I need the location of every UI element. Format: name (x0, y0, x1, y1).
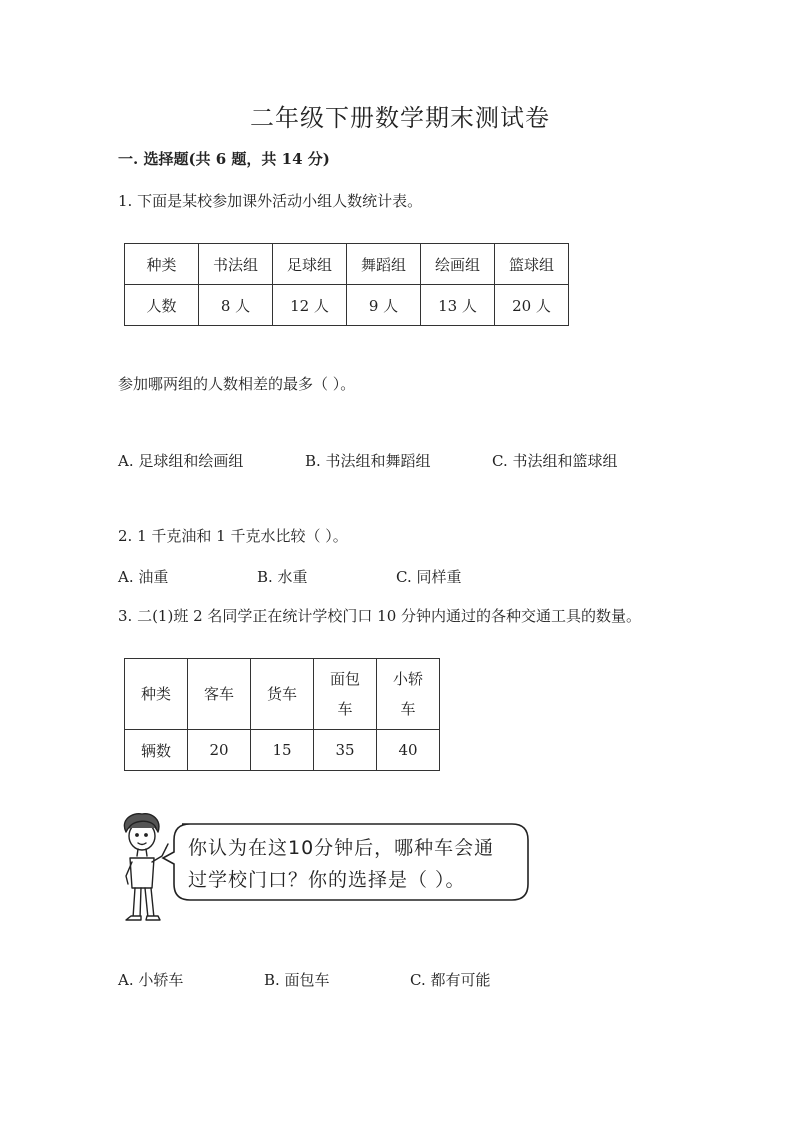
table-cell: 20 人 (495, 285, 569, 326)
q3-option-a: A. 小轿车 (118, 971, 184, 989)
section-heading: 一. 选择题(共 6 题，共 14 分) (118, 150, 330, 168)
q2-option-b: B. 水重 (257, 568, 308, 586)
table-cell: 12 人 (273, 285, 347, 326)
table-cell (125, 659, 188, 730)
cell-line: 车 (400, 700, 416, 718)
cell-line: 客车 (203, 685, 234, 703)
table-cell: 种类 (125, 244, 199, 285)
cell-line: 车 (337, 700, 353, 718)
table-cell: 20 (188, 730, 251, 771)
table-cell: 人数 (125, 285, 199, 326)
q3-table-data-row (125, 730, 440, 771)
table-cell: 绘画组 (421, 244, 495, 285)
table-cell (251, 659, 314, 730)
cell-line: 面包 (329, 670, 360, 688)
q3-option-b: B. 面包车 (264, 971, 330, 989)
q1-text: 1. 下面是某校参加课外活动小组人数统计表。 (118, 192, 423, 210)
table-cell: 15 (251, 730, 314, 771)
bubble-line-1: 你认为在这10分钟后，哪种车会通 (188, 837, 495, 859)
q3-table-header-row (125, 659, 440, 730)
q1-option-a: A. 足球组和绘画组 (118, 452, 244, 470)
q1-question: 参加哪两组的人数相差的最多（ ）。 (118, 375, 356, 393)
table-cell: 8 人 (199, 285, 273, 326)
table-cell (377, 659, 440, 730)
q1-option-b: B. 书法组和舞蹈组 (305, 452, 431, 470)
cell-line: 货车 (266, 685, 297, 703)
table-cell (314, 659, 377, 730)
table-cell: 辆数 (125, 730, 188, 771)
cell-line: 种类 (140, 685, 171, 703)
table-cell: 舞蹈组 (347, 244, 421, 285)
q1-table-header-row (125, 244, 569, 285)
q3-table (124, 658, 440, 771)
q1-table (124, 243, 569, 326)
table-cell: 篮球组 (495, 244, 569, 285)
q2-option-c: C. 同样重 (396, 568, 462, 586)
table-cell: 足球组 (273, 244, 347, 285)
table-cell: 书法组 (199, 244, 273, 285)
table-cell: 13 人 (421, 285, 495, 326)
q3-option-c: C. 都有可能 (410, 971, 491, 989)
table-cell (188, 659, 251, 730)
q2-text: 2. 1 千克油和 1 千克水比较（ ）。 (118, 527, 348, 545)
q1-option-c: C. 书法组和篮球组 (492, 452, 618, 470)
q1-table-data-row (125, 285, 569, 326)
bubble-line-2: 过学校门口？你的选择是（ ）。 (188, 869, 466, 891)
q2-option-a: A. 油重 (118, 568, 169, 586)
q3-text: 3. 二(1)班 2 名同学正在统计学校门口 10 分钟内通过的各种交通工具的数量。 (118, 607, 642, 625)
table-cell: 35 (314, 730, 377, 771)
table-cell: 9 人 (347, 285, 421, 326)
page-title: 二年级下册数学期末测试卷 (250, 104, 550, 132)
cell-line: 小轿 (392, 670, 423, 688)
table-cell: 40 (377, 730, 440, 771)
